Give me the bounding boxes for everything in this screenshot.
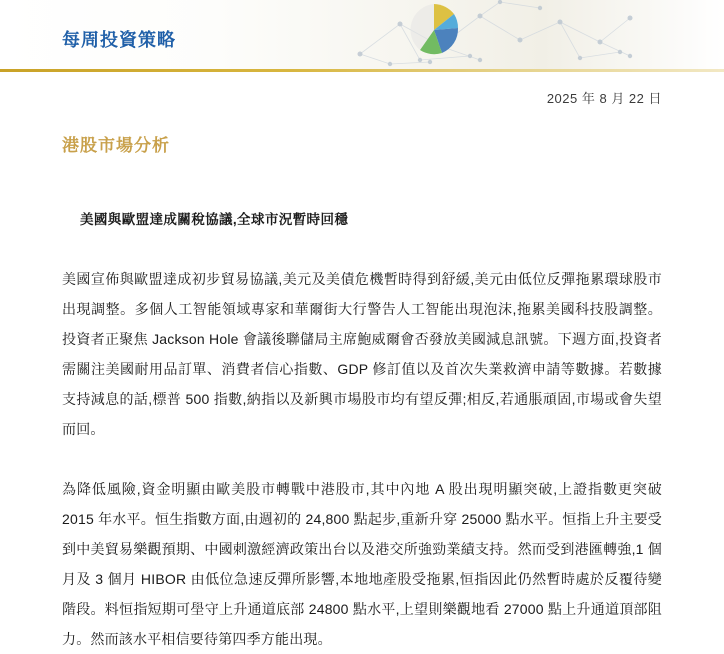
article-paragraph: 為降低風險,資金明顯由歐美股市轉戰中港股市,其中內地 A 股出現明顯突破,上證指數更突破 2015 年水平。恒生指數方面,由週初的 24,800 點起步,重新升穿 25000 點水平。恒指上升主要受到中美貿易樂觀預期、中國刺激經濟政策出台以及港交所強勁業績支持。然而受到港匯轉強,1 個月及 3 個月 HIBOR 由低位急速反彈所影響,本地地產股受拖累,恒指因此仍然暫時處於反覆待變階段。料恒指短期可壆守上升通道底部 24800 點水平,上望則樂觀地看 27000 點上升通道頂部阻力。然而該水平相信要待第四季方能出現。 [62,481,662,647]
article-headline: 美國與歐盟達成關稅協議,全球市況暫時回穩 [80,212,349,227]
document-date: 2025 年 8 月 22 日 [546,91,662,106]
page-title: 每周投資策略 [62,30,176,50]
document-body [0,88,724,654]
section-title: 港股市場分析 [62,136,170,155]
article-paragraph: 美國宣佈與歐盟達成初步貿易協議,美元及美債危機暫時得到舒緩,美元由低位反彈拖累環球股市出現調整。多個人工智能領域專家和華爾街大行警告人工智能出現泡沫,拖累美國科技股調整。投資者正聚焦 Jackson Hole 會議後聯儲局主席鮑威爾會否發放美國減息訊號。下週方面,投資者需關注美國耐用品訂單、消費者信心指數、GDP 修訂值以及首次失業救濟申請等數據。若數據支持減息的話,標普 500 指數,納指以及新興市場股市均有望反彈;相反,若通脹頑固,市場或會失望而回。 [62,271,662,437]
header-banner [0,0,724,72]
header-gold-rule [0,69,724,72]
pie-chart-network-graphic [330,0,660,72]
